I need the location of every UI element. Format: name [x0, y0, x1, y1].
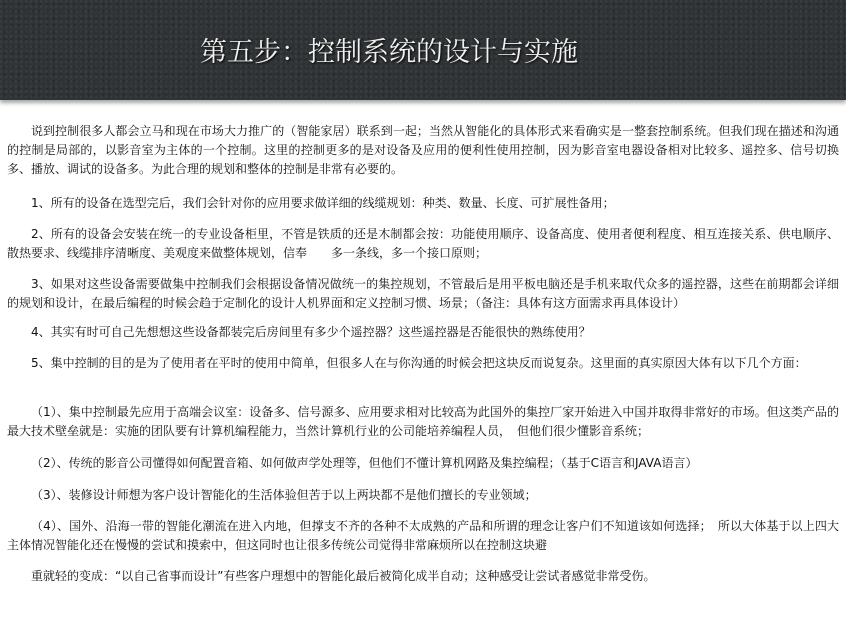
point-2: 2、所有的设备会安装在统一的专业设备柜里，不管是铁质的还是木制都会按：功能使用顺序、设备高度、使用者便利程度、相互连接关系、供电顺序、散热要求、线缆排序清晰度、美观度来做整体规划，信奉 多一条线，多一个接口原则； — [7, 227, 839, 260]
reason-4: （4）、国外、沿海一带的智能化潮流在进入内地，但撑支不齐的各种不太成熟的产品和所谓的理念让客户们不知道该如何选择； 所以大体基于以上四大主体情况智能化还在慢慢的尝试和摸索中，但这同时也让很多传统公司觉得非常麻烦所以在控制这块避 — [7, 519, 839, 552]
intro-paragraph: 说到控制很多人都会立马和现在市场大力推广的（智能家居）联系到一起；当然从智能化的具体形式来看确实是一整套控制系统。但我们现在描述和沟通的控制是局部的，以影音室为主体的一个控制。这里的控制更多的是对设备及应用的便利性使用控制，因为影音室电器设备相对比较多、遥控多、信号切换多、播放、调试的设备多。为此合理的规划和整体的控制是非常有必要的。 — [7, 124, 839, 176]
point-5: 5、集中控制的目的是为了使用者在平时的使用中简单，但很多人在与你沟通的时候会把这块反而说复杂。这里面的真实原因大体有以下几个方面： — [31, 356, 807, 370]
point-4: 4、其实有时可自己先想想这些设备都装完后房间里有多少个遥控器？这些遥控器是否能很快的熟练使用？ — [31, 325, 591, 339]
conclusion: 重就轻的变成：“以自己省事而设计”有些客户理想中的智能化最后被简化成半自动；这种感受让尝试者感觉非常受伤。 — [31, 569, 656, 583]
point-3: 3、如果对这些设备需要做集中控制我们会根据设备情况做统一的集控规划，不管最后是用平板电脑还是手机来取代众多的遥控器，这些在前期都会详细的规划和设计，在最后编程的时候会趋于定制化的设计人机界面和定义控制习惯、场景；（备注：具体有这方面需求再具体设计） — [7, 277, 839, 310]
point-1: 1、所有的设备在选型完后，我们会针对你的应用要求做详细的线缆规划：种类、数量、长度、可扩展性备用； — [31, 196, 615, 210]
page-title: 第五步：控制系统的设计与实施 — [200, 37, 578, 68]
reason-1: （1）、集中控制最先应用于高端会议室：设备多、信号源多、应用要求相对比较高为此国外的集控厂家开始进入中国并取得非常好的市场。但这类产品的最大技术壁垒就是：实施的团队要有计算机编程能力，当然计算机行业的公司能培养编程人员， 但他们很少懂影音系统； — [7, 405, 839, 438]
reason-2: （2）、传统的影音公司懂得如何配置音箱、如何做声学处理等，但他们不懂计算机网路及集控编程；（基于C语言和JAVA语言） — [31, 456, 698, 470]
header-banner — [0, 0, 846, 100]
reason-3: （3）、装修设计师想为客户设计智能化的生活体验但苦于以上两块都不是他们擅长的专业领域； — [31, 488, 537, 502]
